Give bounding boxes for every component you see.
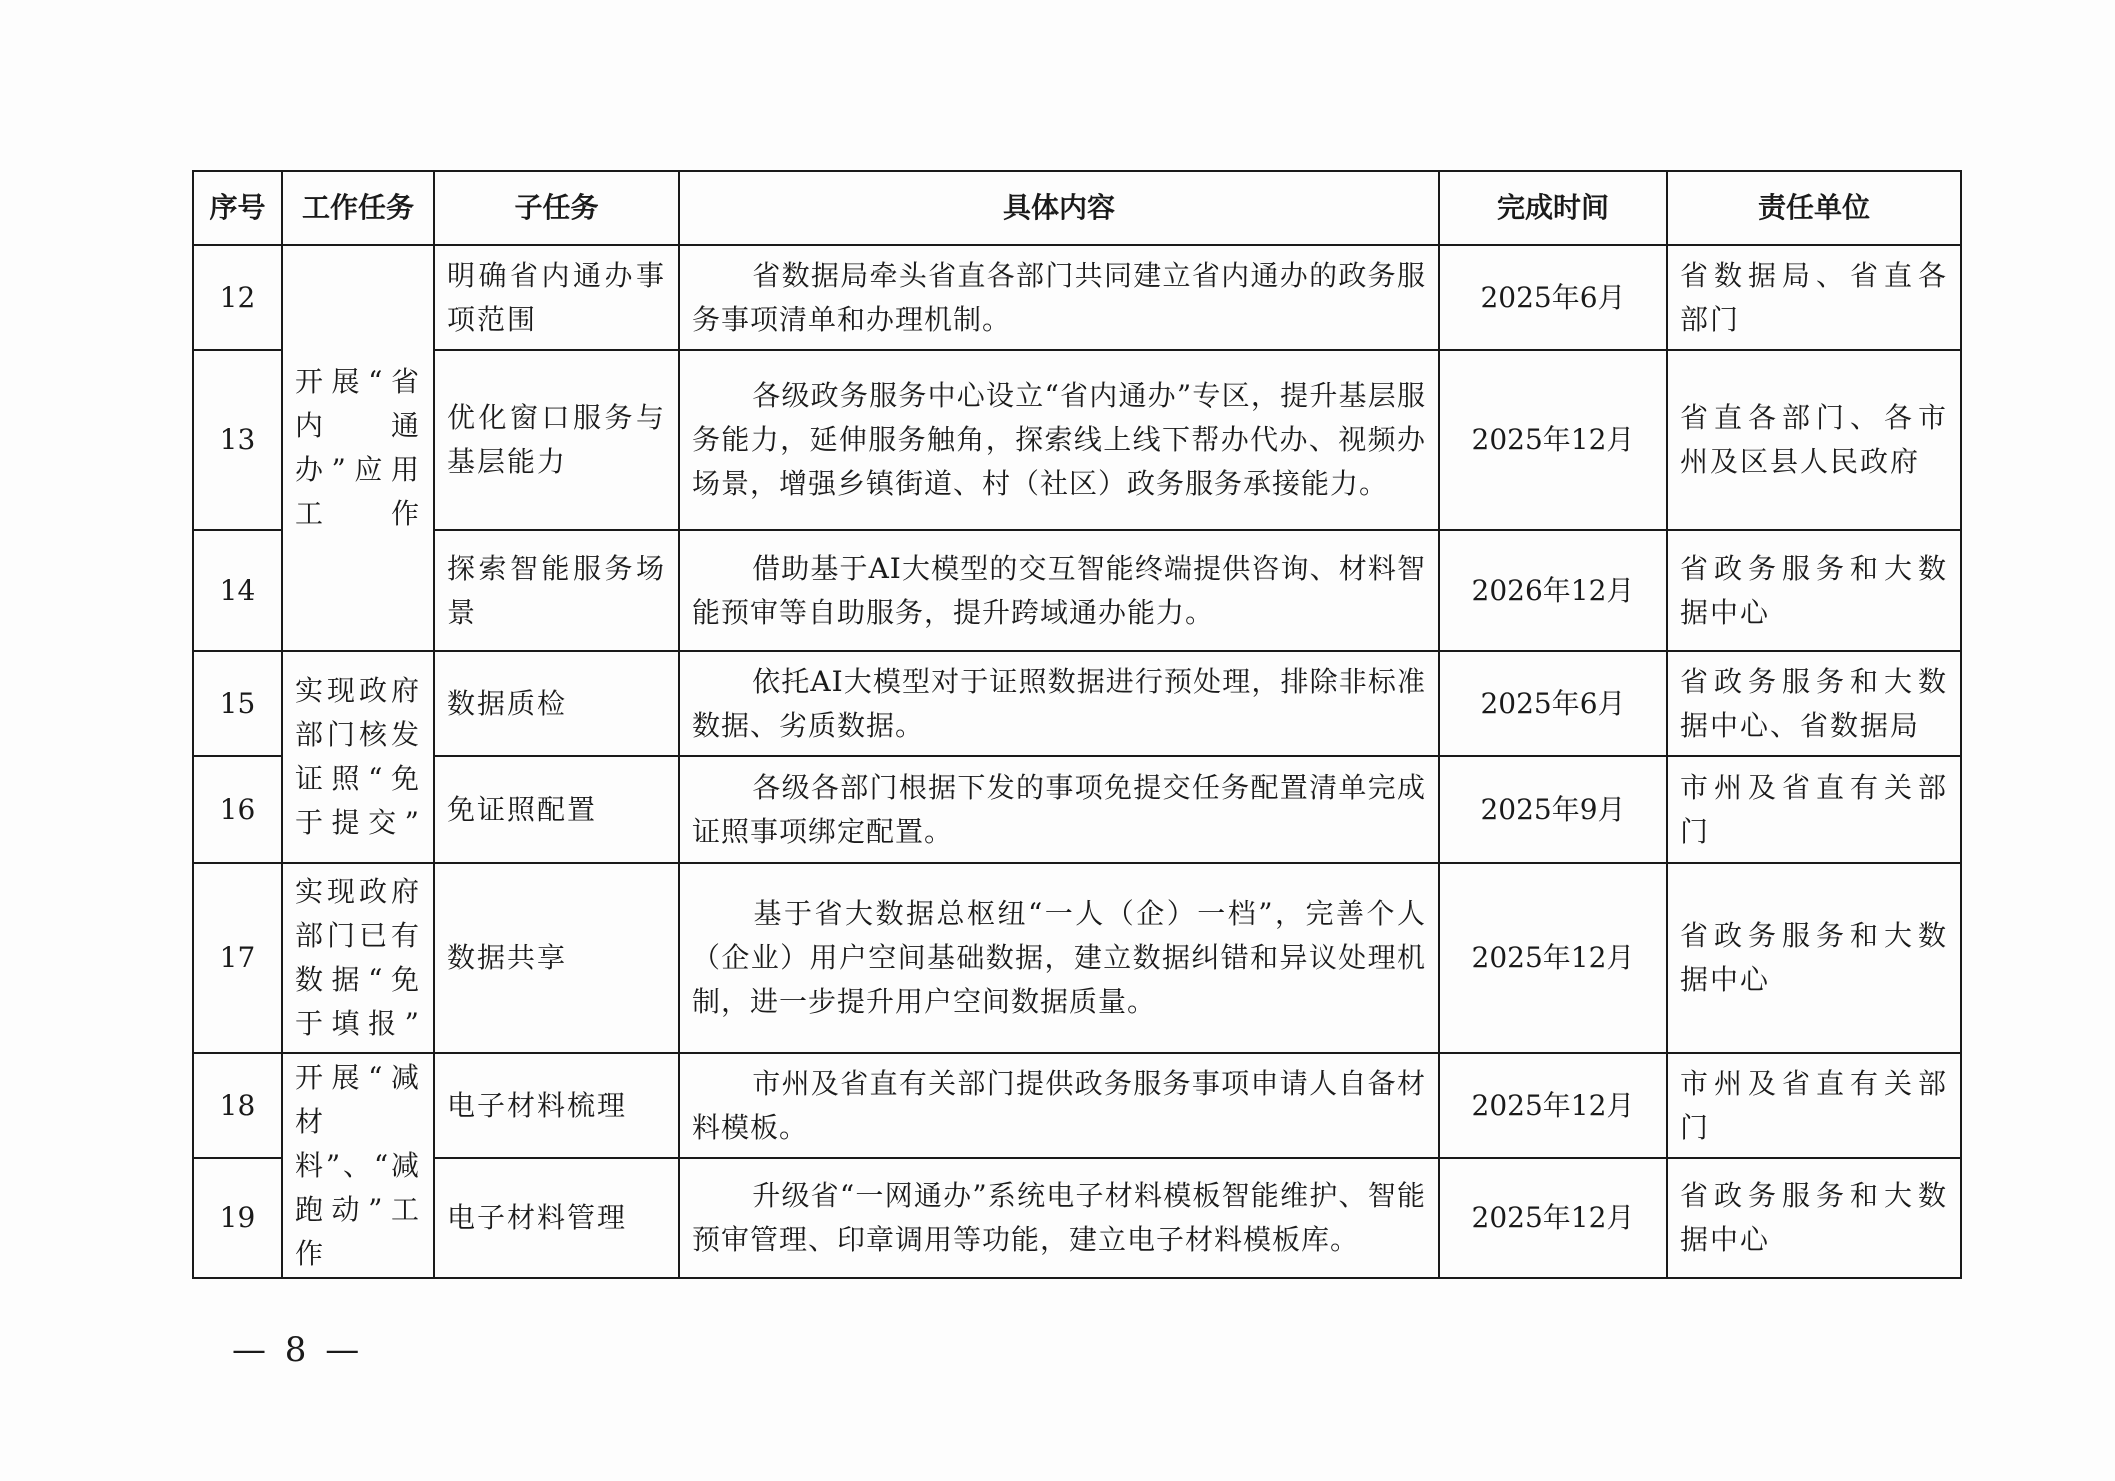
content: 省数据局牵头省直各部门共同建立省内通办的政务服务事项清单和办理机制。 — [679, 245, 1439, 350]
table-row — [193, 530, 1961, 651]
subtask: 数据共享 — [434, 863, 679, 1053]
row-number: 15 — [193, 651, 282, 756]
completion-time: 2025年12月 — [1439, 1158, 1667, 1278]
table-row — [193, 350, 1961, 530]
subtask: 免证照配置 — [434, 756, 679, 863]
header-responsible-unit: 责任单位 — [1667, 171, 1961, 245]
responsible-unit: 省直各部门、各市州及区县人民政府 — [1667, 350, 1961, 530]
table-row — [193, 863, 1961, 1053]
table-row — [193, 1158, 1961, 1278]
responsible-unit: 市州及省直有关部门 — [1667, 756, 1961, 863]
header-number: 序号 — [193, 171, 282, 245]
responsible-unit: 市州及省直有关部门 — [1667, 1053, 1961, 1158]
row-number: 16 — [193, 756, 282, 863]
completion-time: 2026年12月 — [1439, 530, 1667, 651]
subtask: 数据质检 — [434, 651, 679, 756]
responsible-unit: 省数据局、省直各部门 — [1667, 245, 1961, 350]
row-number: 12 — [193, 245, 282, 350]
page-number: — 8 — — [232, 1330, 364, 1370]
subtask: 探索智能服务场景 — [434, 530, 679, 651]
responsible-unit: 省政务服务和大数据中心 — [1667, 530, 1961, 651]
subtask: 电子材料梳理 — [434, 1053, 679, 1158]
row-number: 19 — [193, 1158, 282, 1278]
row-number: 17 — [193, 863, 282, 1053]
content: 升级省“一网通办”系统电子材料模板智能维护、智能预审管理、印章调用等功能，建立电子材料模板库。 — [679, 1158, 1439, 1278]
subtask: 电子材料管理 — [434, 1158, 679, 1278]
responsible-unit: 省政务服务和大数据中心 — [1667, 863, 1961, 1053]
subtask: 明确省内通办事项范围 — [434, 245, 679, 350]
table-row — [193, 756, 1961, 863]
completion-time: 2025年12月 — [1439, 350, 1667, 530]
work-task: 开展“省内通办”应用工作 — [282, 245, 434, 651]
table-header-row — [193, 171, 1961, 245]
responsible-unit: 省政务服务和大数据中心、省数据局 — [1667, 651, 1961, 756]
content: 借助基于AI大模型的交互智能终端提供咨询、材料智能预审等自助服务，提升跨域通办能力。 — [679, 530, 1439, 651]
content: 基于省大数据总枢纽“一人（企）一档”，完善个人（企业）用户空间基础数据，建立数据纠错和异议处理机制，进一步提升用户空间数据质量。 — [679, 863, 1439, 1053]
completion-time: 2025年9月 — [1439, 756, 1667, 863]
row-number: 18 — [193, 1053, 282, 1158]
work-task: 实现政府部门核发证照“免于提交” — [282, 651, 434, 863]
table-row — [193, 245, 1961, 350]
header-content: 具体内容 — [679, 171, 1439, 245]
work-task: 实现政府部门已有数据“免于填报” — [282, 863, 434, 1053]
header-subtask: 子任务 — [434, 171, 679, 245]
content: 各级政务服务中心设立“省内通办”专区，提升基层服务能力，延伸服务触角，探索线上线下帮办代办、视频办场景，增强乡镇街道、村（社区）政务服务承接能力。 — [679, 350, 1439, 530]
content: 市州及省直有关部门提供政务服务事项申请人自备材料模板。 — [679, 1053, 1439, 1158]
table-row — [193, 1053, 1961, 1158]
content: 依托AI大模型对于证照数据进行预处理，排除非标准数据、劣质数据。 — [679, 651, 1439, 756]
content: 各级各部门根据下发的事项免提交任务配置清单完成证照事项绑定配置。 — [679, 756, 1439, 863]
completion-time: 2025年12月 — [1439, 863, 1667, 1053]
task-table — [192, 170, 1962, 1279]
subtask: 优化窗口服务与基层能力 — [434, 350, 679, 530]
responsible-unit: 省政务服务和大数据中心 — [1667, 1158, 1961, 1278]
completion-time: 2025年6月 — [1439, 651, 1667, 756]
table-row — [193, 651, 1961, 756]
work-task: 开展“减材料”、“减跑动”工作 — [282, 1053, 434, 1278]
completion-time: 2025年6月 — [1439, 245, 1667, 350]
completion-time: 2025年12月 — [1439, 1053, 1667, 1158]
row-number: 14 — [193, 530, 282, 651]
header-work-task: 工作任务 — [282, 171, 434, 245]
header-completion-time: 完成时间 — [1439, 171, 1667, 245]
row-number: 13 — [193, 350, 282, 530]
